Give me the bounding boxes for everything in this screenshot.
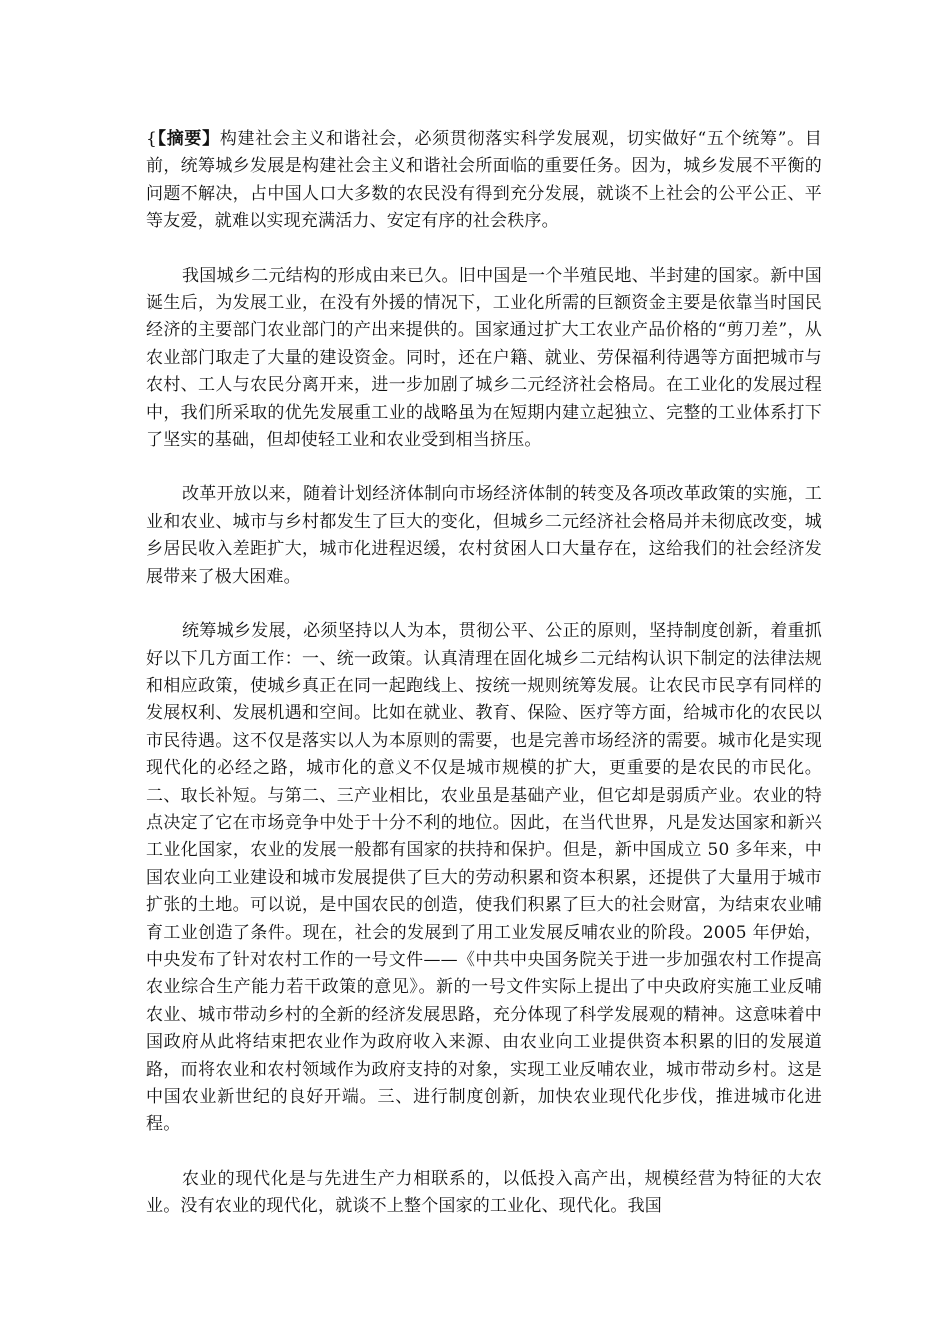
body-paragraph-4: 农业的现代化是与先进生产力相联系的，以低投入高产出，规模经营为特征的大农业。没有农业的现代化，就谈不上整个国家的工业化、现代化。我国	[146, 1168, 822, 1217]
abstract-label: 【摘要】	[157, 129, 220, 149]
abstract-paragraph	[146, 126, 822, 236]
abstract-text: 构建社会主义和谐社会，必须贯彻落实科学发展观，切实做好“五个统筹”。目前，统筹城乡发展是构建社会主义和谐社会所面临的重要任务。因为，城乡发展不平衡的问题不解决，占中国人口大多数的农民没有得到充分发展，就谈不上社会的公平公正、平等友爱，就难以实现充满活力、安定有序的社会秩序。	[146, 129, 822, 232]
document-page	[146, 126, 822, 1248]
body-paragraph-2: 改革开放以来，随着计划经济体制向市场经济体制的转变及各项改革政策的实施，工业和农业、城市与乡村都发生了巨大的变化，但城乡二元经济社会格局并未彻底改变，城乡居民收入差距扩大，城市化进程迟缓，农村贫困人口大量存在，这给我们的社会经济发展带来了极大困难。	[146, 484, 822, 587]
abstract-prefix: {	[146, 129, 158, 149]
body-paragraph-1: 我国城乡二元结构的形成由来已久。旧中国是一个半殖民地、半封建的国家。新中国诞生后，为发展工业，在没有外援的情况下，工业化所需的巨额资金主要是依靠当时国民经济的主要部门农业部门的产出来提供的。国家通过扩大工农业产品价格的“剪刀差”，从农业部门取走了大量的建设资金。同时，还在户籍、就业、劳保福利待遇等方面把城市与农村、工人与农民分离开来，进一步加剧了城乡二元经济社会格局。在工业化的发展过程中，我们所采取的优先发展重工业的战略虽为在短期内建立起独立、完整的工业体系打下了坚实的基础，但却使轻工业和农业受到相当挤压。	[146, 265, 822, 451]
body-paragraph-3: 统筹城乡发展，必须坚持以人为本，贯彻公平、公正的原则，坚持制度创新，着重抓好以下几方面工作：一、统一政策。认真清理在固化城乡二元结构认识下制定的法律法规和相应政策，使城乡真正在同一起跑线上、按统一规则统筹发展。让农民市民享有同样的发展权利、发展机遇和空间。比如在就业、教育、保险、医疗等方面，给城市化的农民以市民待遇。这不仅是落实以人为本原则的需要，也是完善市场经济的需要。城市化是实现现代化的必经之路，城市化的意义不仅是城市规模的扩大，更重要的是农民的市民化。二、取长补短。与第二、三产业相比，农业虽是基础产业，但它却是弱质产业。农业的特点决定了它在市场竞争中处于十分不利的地位。因此，在当代世界，凡是发达国家和新兴工业化国家，农业的发展一般都有国家的扶持和保护。但是，新中国成立 50 多年来，中国农业向工业建设和城市发展提供了巨大的劳动积累和资本积累，还提供了大量用于城市扩张的土地。可以说，是中国农民的创造，使我们积累了巨大的社会财富，为结束农业哺育工业创造了条件。现在，社会的发展到了用工业发展反哺农业的阶段。2005 年伊始，中央发布了针对农村工作的一号文件——《中共中央国务院关于进一步加强农村工作提高农业综合生产能力若干政策的意见》。新的一号文件实际上提出了中央政府实施工业反哺农业、城市带动乡村的全新的经济发展思路，充分体现了科学发展观的精神。这意味着中国政府从此将结束把农业作为政府收入来源、由农业向工业提供资本积累的旧的发展道路，而将农业和农村领域作为政府支持的对象，实现工业反哺农业，城市带动乡村。这是中国农业新世纪的良好开端。三、进行制度创新，加快农业现代化步伐，推进城市化进程。	[146, 621, 822, 1135]
